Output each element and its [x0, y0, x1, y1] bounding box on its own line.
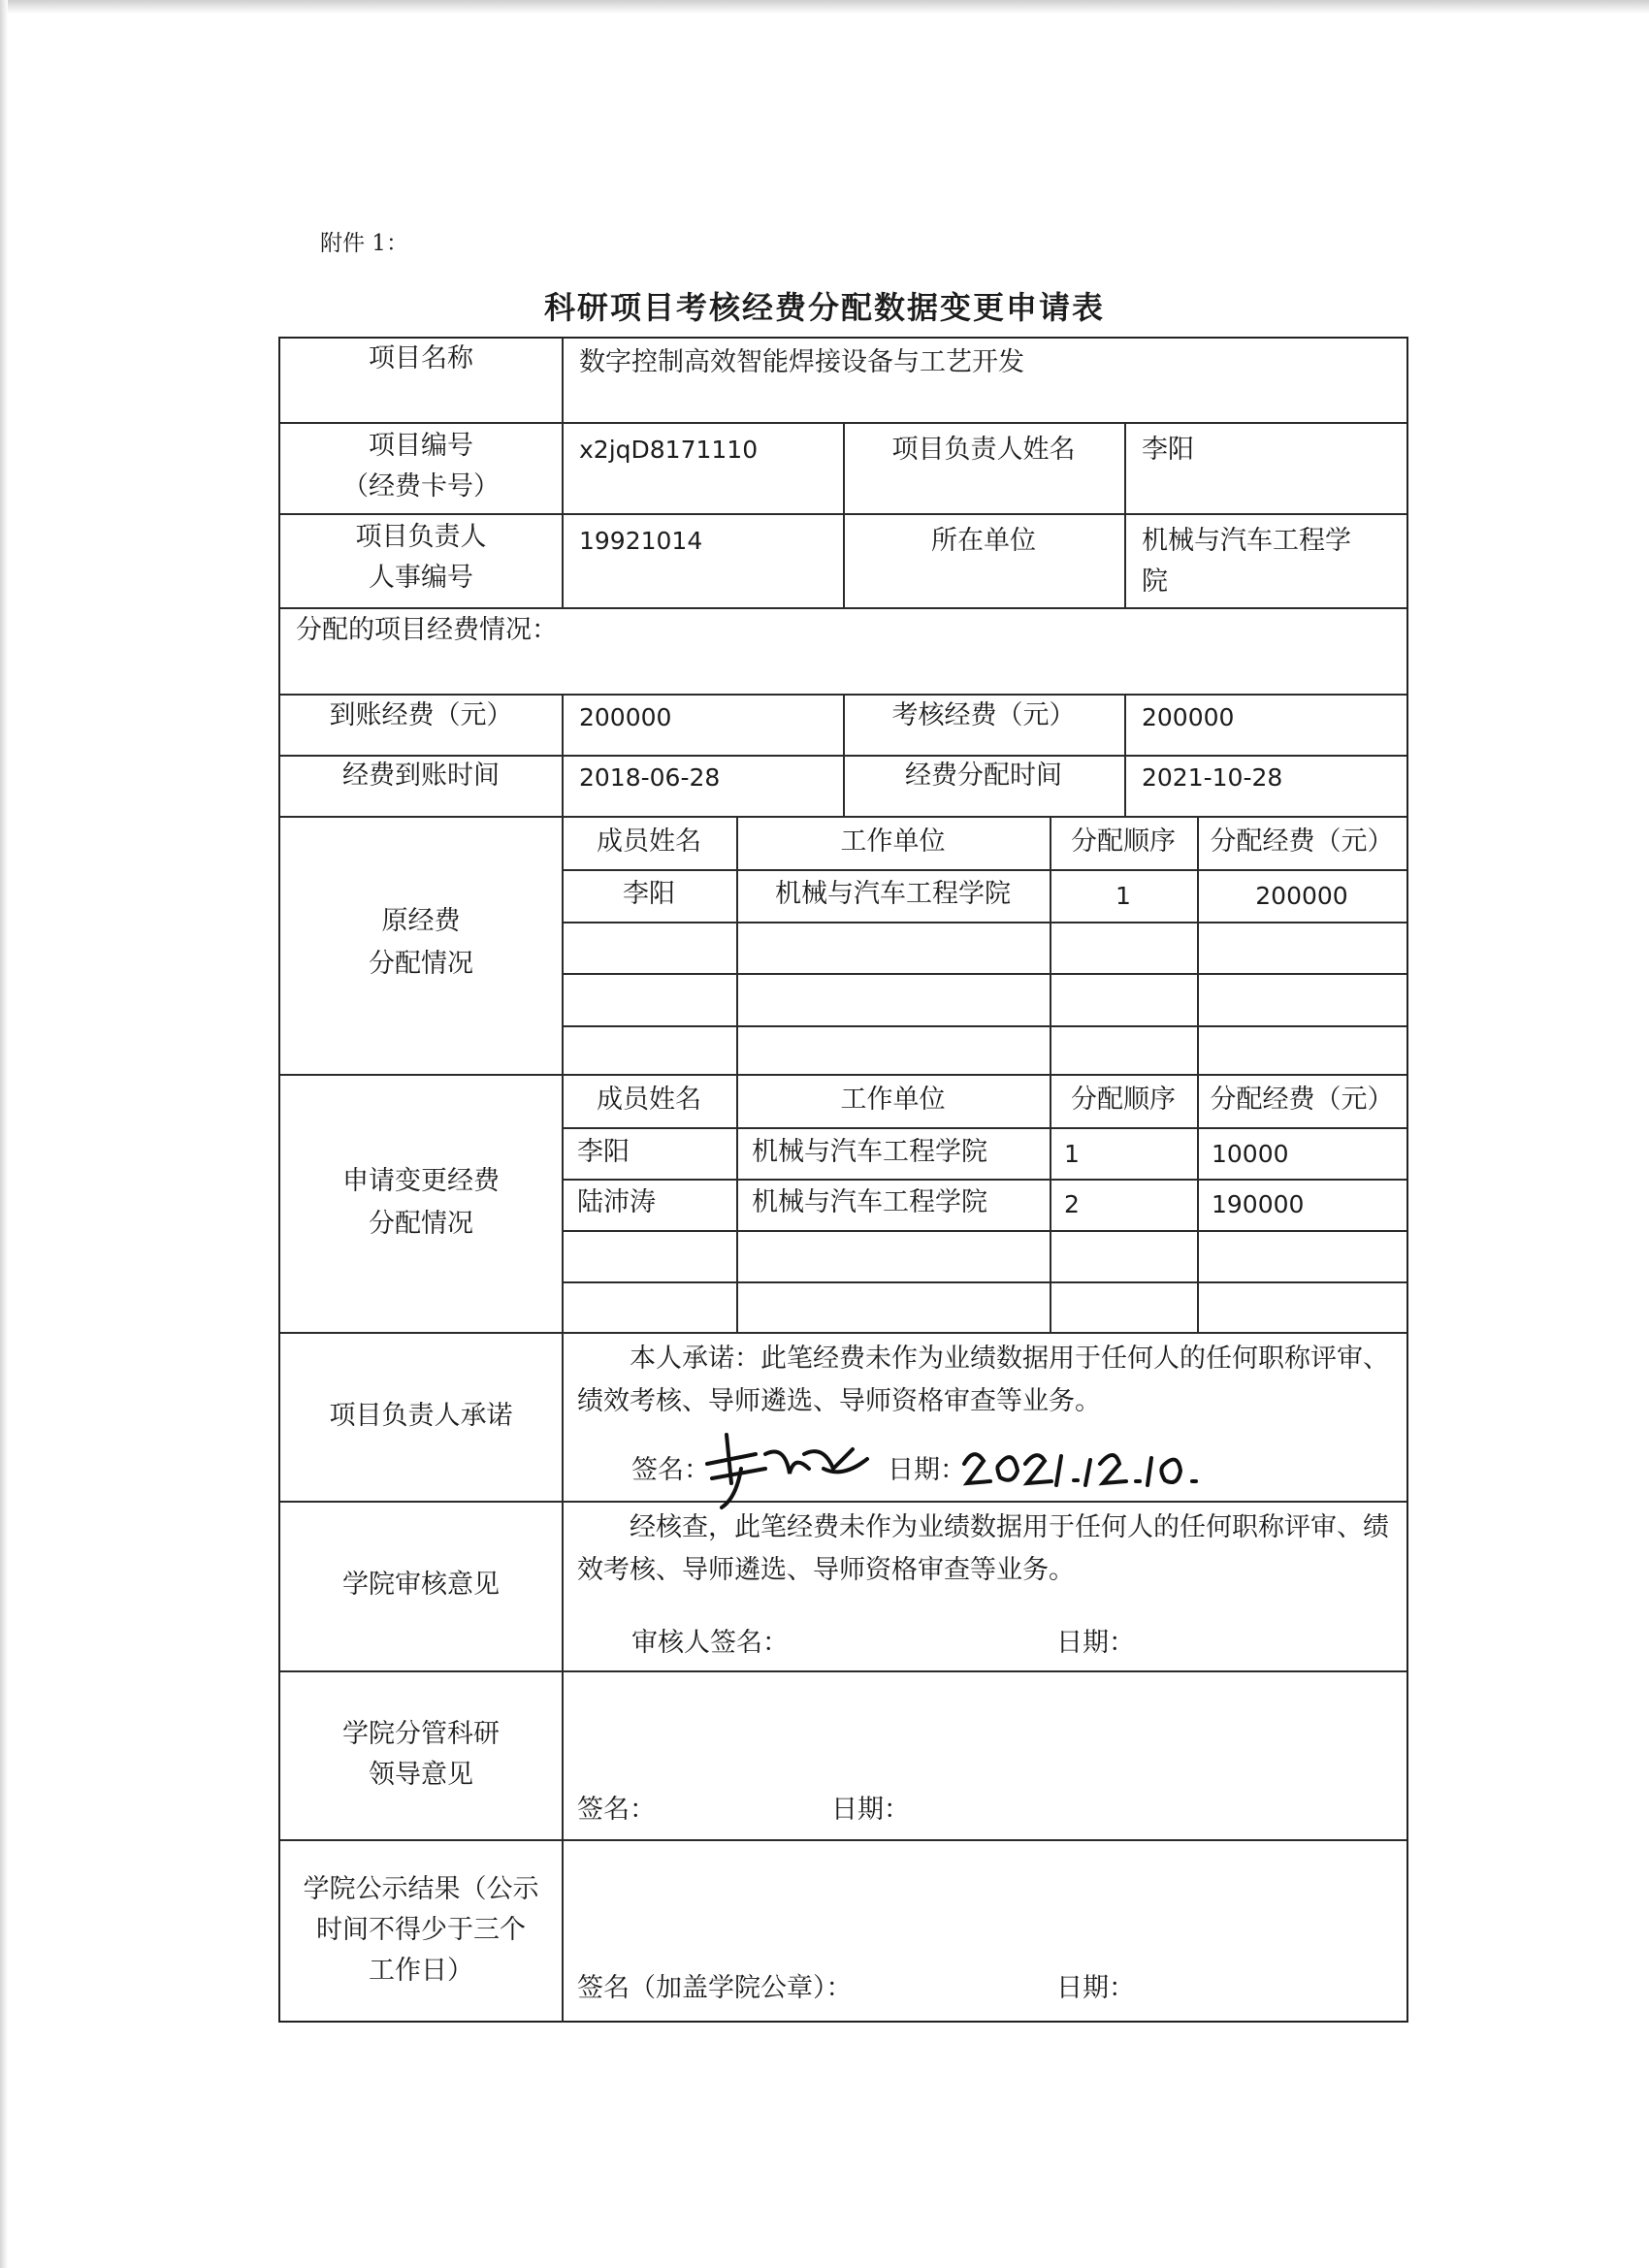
- attachment-label: 附件 1：: [320, 231, 408, 256]
- changed-allocation-label-sub: 分配情况: [369, 1209, 473, 1239]
- table-cell-amount: 10000: [1212, 1140, 1289, 1168]
- col-header-amount: 分配经费（元）: [1210, 826, 1394, 857]
- table-cell-unit: 机械与汽车工程学院: [752, 1187, 987, 1217]
- col-header-unit: 工作单位: [840, 826, 946, 857]
- application-form: [278, 337, 1408, 2023]
- project-no-value: x2jqD8171110: [579, 436, 759, 464]
- unit-value-cont: 院: [1142, 567, 1168, 597]
- table-cell-member: 陆沛涛: [577, 1187, 656, 1217]
- leader-id-label: 项目负责人: [355, 522, 487, 552]
- publicity-sign-label: 签名（加盖学院公章）：: [577, 1973, 853, 2003]
- research-lead-sign-label: 签名：: [577, 1795, 656, 1825]
- commitment-date-label: 日期：: [888, 1455, 966, 1485]
- project-name-value: 数字控制高效智能焊接设备与工艺开发: [579, 347, 1024, 377]
- row-divider: [562, 1127, 1406, 1129]
- received-funds-label: 到账经费（元）: [329, 700, 513, 730]
- leader-name-label: 项目负责人姓名: [891, 435, 1076, 465]
- publicity-label: 学院公示结果（公示: [303, 1874, 539, 1904]
- publicity-label-line3: 工作日）: [369, 1956, 473, 1986]
- unit-value: 机械与汽车工程学: [1142, 526, 1351, 556]
- row-divider: [280, 607, 1406, 609]
- row-divider: [562, 1281, 1406, 1283]
- col-header-member: 成员姓名: [597, 826, 701, 857]
- table-cell-amount: 200000: [1255, 882, 1348, 910]
- college-review-label: 学院审核意见: [342, 1570, 500, 1600]
- row-divider: [280, 1074, 1406, 1076]
- leader-name-value: 李阳: [1142, 435, 1194, 465]
- unit-label: 所在单位: [931, 526, 1036, 556]
- col-divider: [562, 694, 564, 816]
- table-cell-unit: 机械与汽车工程学院: [775, 879, 1011, 909]
- project-no-label: 项目编号: [369, 431, 473, 461]
- publicity-label-line2: 时间不得少于三个: [316, 1915, 526, 1945]
- row-divider: [280, 1670, 1406, 1672]
- row-divider: [562, 869, 1406, 871]
- publicity-date-label: 日期：: [1056, 1973, 1135, 2003]
- col-divider: [1124, 694, 1126, 816]
- handwritten-date: [959, 1437, 1202, 1495]
- research-lead-label-sub: 领导意见: [369, 1760, 473, 1790]
- research-lead-date-label: 日期：: [831, 1795, 910, 1825]
- row-divider: [280, 816, 1406, 818]
- page-title: 科研项目考核经费分配数据变更申请表: [543, 289, 1105, 326]
- row-divider: [280, 1332, 1406, 1334]
- table-cell-amount: 190000: [1212, 1190, 1305, 1218]
- scan-edge: [0, 0, 8, 2268]
- col-divider: [562, 816, 564, 2023]
- college-review-text: 经核查，此笔经费未作为业绩数据用于任何人的任何职称评审、绩效考核、导师遴选、导师资格审查等业务。: [577, 1512, 1389, 1585]
- row-divider: [562, 1025, 1406, 1027]
- col-header-amount: 分配经费（元）: [1210, 1085, 1394, 1115]
- project-no-label-sub: （经费卡号）: [342, 471, 500, 502]
- col-header-order: 分配顺序: [1071, 826, 1176, 857]
- changed-allocation-label: 申请变更经费: [342, 1166, 500, 1196]
- col-header-unit: 工作单位: [840, 1085, 946, 1115]
- col-divider: [1124, 422, 1126, 607]
- row-divider: [562, 1230, 1406, 1232]
- scan-edge: [0, 0, 1649, 14]
- row-divider: [280, 1839, 1406, 1841]
- leader-id-label-sub: 人事编号: [369, 563, 473, 593]
- project-name-label: 项目名称: [369, 343, 473, 373]
- allocation-time-label: 经费分配时间: [905, 761, 1062, 791]
- table-cell-member: 李阳: [623, 879, 675, 909]
- college-review-date-label: 日期：: [1056, 1628, 1135, 1658]
- row-divider: [562, 922, 1406, 923]
- assessed-funds-label: 考核经费（元）: [891, 700, 1076, 730]
- original-allocation-label: 原经费: [381, 906, 461, 936]
- col-header-order: 分配顺序: [1071, 1085, 1176, 1115]
- table-cell-order: 2: [1064, 1190, 1080, 1218]
- allocation-time-value: 2021-10-28: [1142, 763, 1283, 792]
- commitment-sign-label: 签名：: [631, 1455, 710, 1485]
- col-divider: [562, 339, 564, 607]
- received-time-label: 经费到账时间: [342, 761, 500, 791]
- original-allocation-label-sub: 分配情况: [369, 949, 473, 979]
- college-review-sign-label: 审核人签名：: [631, 1628, 789, 1658]
- commitment-label: 项目负责人承诺: [329, 1401, 513, 1431]
- research-lead-label: 学院分管科研: [342, 1719, 500, 1749]
- section-label: 分配的项目经费情况：: [296, 615, 558, 645]
- assessed-funds-value: 200000: [1142, 703, 1235, 731]
- received-funds-value: 200000: [579, 703, 672, 731]
- leader-id-value: 19921014: [579, 527, 703, 555]
- handwritten-signature: [697, 1425, 891, 1512]
- row-divider: [562, 1179, 1406, 1181]
- table-cell-order: 1: [1064, 1140, 1080, 1168]
- row-divider: [562, 973, 1406, 975]
- table-cell-member: 李阳: [577, 1137, 630, 1167]
- col-header-member: 成员姓名: [597, 1085, 701, 1115]
- commitment-text: 本人承诺：此笔经费未作为业绩数据用于任何人的任何职称评审、绩效考核、导师遴选、导师资格审查等业务。: [577, 1344, 1389, 1416]
- received-time-value: 2018-06-28: [579, 763, 721, 792]
- table-cell-unit: 机械与汽车工程学院: [752, 1137, 987, 1167]
- table-cell-order: 1: [1116, 882, 1131, 910]
